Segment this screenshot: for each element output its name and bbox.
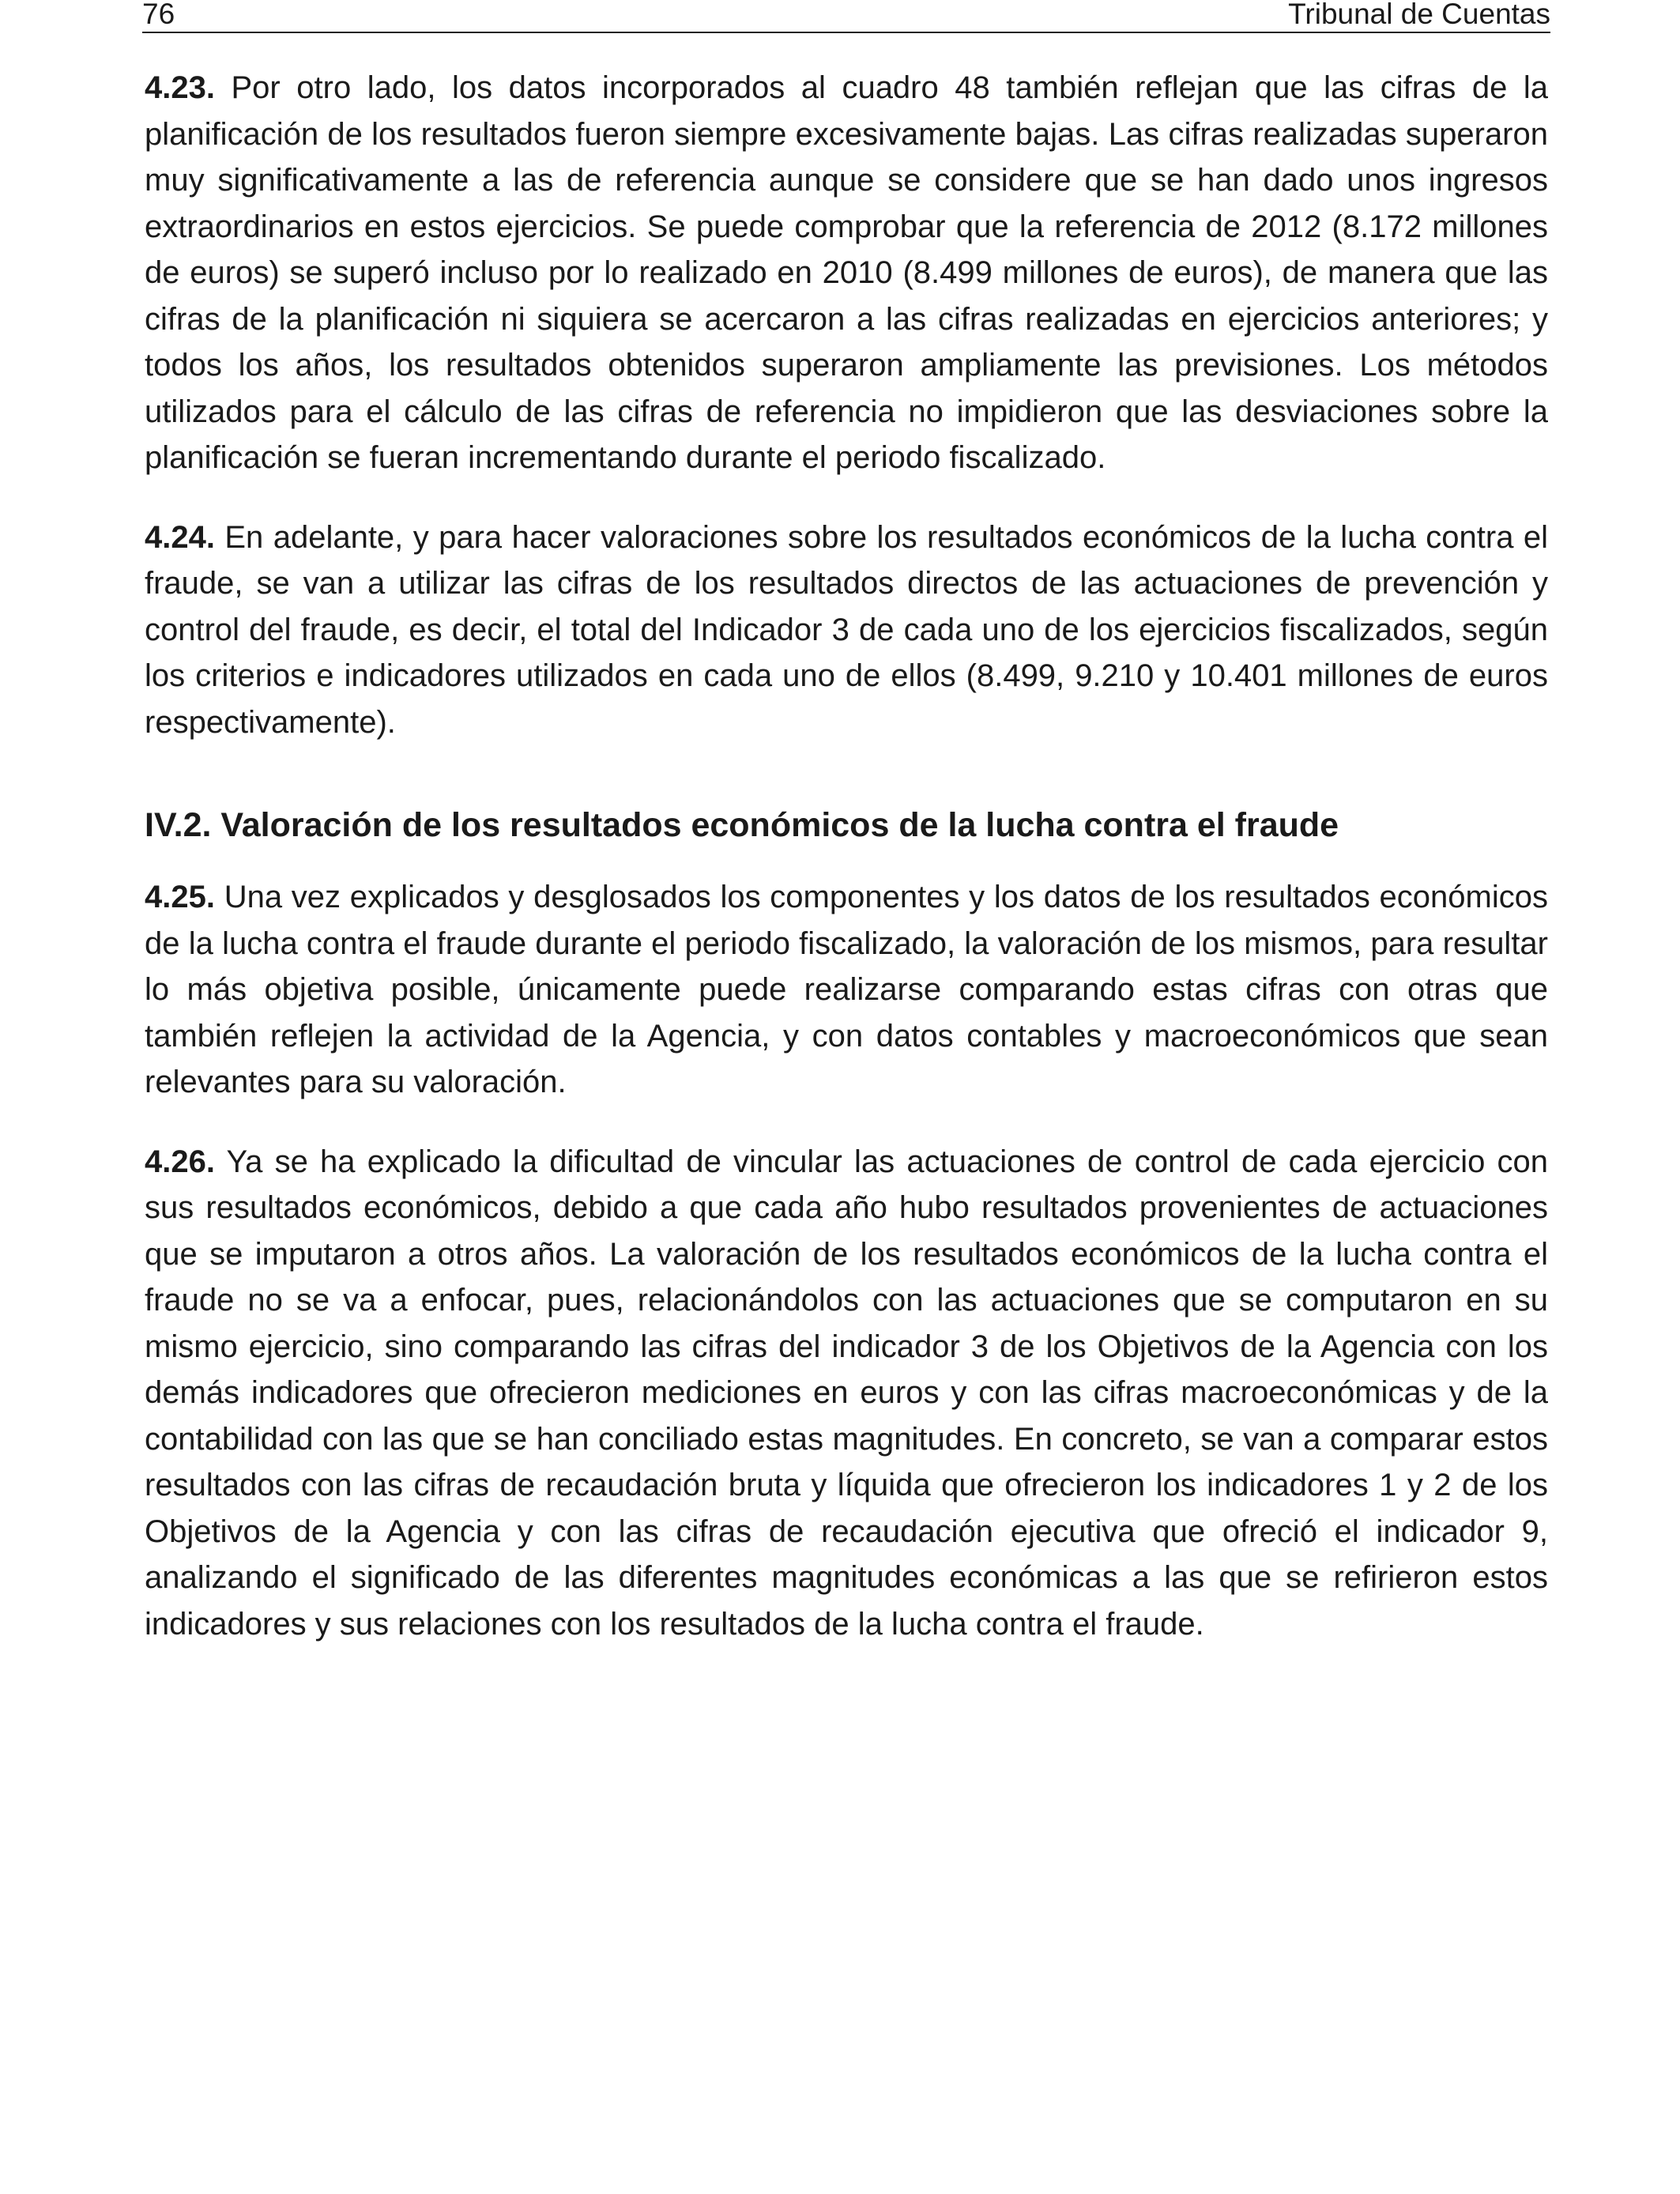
paragraph-number: 4.23.	[145, 70, 215, 105]
paragraph-text: Una vez explicados y desglosados los componentes y los datos de los resultados económicos de la lucha contra el fraude durante el periodo fiscalizado, la valoración de los mismos, para resultar lo más objetiva posible, únicamente puede realizarse comparando estas cifras con otras que también reflejen la actividad de la Agencia, y con datos contables y macroeconómicos que sean relevantes para su valoración.	[145, 880, 1548, 1099]
paragraph-number: 4.25.	[145, 880, 215, 914]
paragraph-text: Por otro lado, los datos incorporados al cuadro 48 también reflejan que las cifras de la planificación de los resultados fueron siempre excesivamente bajas. Las cifras realizadas superaron muy significativamente a las de referencia aunque se considere que se han dado unos ingresos extraordinarios en estos ejercicios. Se puede comprobar que la referencia de 2012 (8.172 millones de euros) se superó incluso por lo realizado en 2010 (8.499 millones de euros), de manera que las cifras de la planificación ni siquiera se acercaron a las cifras realizadas en ejercicios anteriores; y todos los años, los resultados obtenidos superaron ampliamente las previsiones. Los métodos utilizados para el cálculo de las cifras de referencia no impidieron que las desviaciones sobre la planificación se fueran incrementando durante el periodo fiscalizado.	[145, 70, 1548, 475]
document-body	[145, 65, 1548, 1647]
page-header	[142, 0, 1550, 33]
paragraph-4-24	[145, 515, 1548, 746]
paragraph-text: En adelante, y para hacer valoraciones sobre los resultados económicos de la lucha contra el fraude, se van a utilizar las cifras de los resultados directos de las actuaciones de prevención y control del fraude, es decir, el total del Indicador 3 de cada uno de los ejercicios fiscalizados, según los criterios e indicadores utilizados en cada uno de ellos (8.499, 9.210 y 10.401 millones de euros respectivamente).	[145, 519, 1548, 740]
paragraph-4-25	[145, 874, 1548, 1106]
section-heading: IV.2. Valoración de los resultados económicos de la lucha contra el fraude	[145, 806, 1339, 844]
page-number: 76	[142, 0, 175, 30]
paragraph-4-26	[145, 1139, 1548, 1648]
paragraph-4-23	[145, 65, 1548, 481]
paragraph-number: 4.26.	[145, 1144, 215, 1179]
running-title: Tribunal de Cuentas	[1288, 0, 1550, 30]
paragraph-text: Ya se ha explicado la dificultad de vincular las actuaciones de control de cada ejercicio con sus resultados económicos, debido a que cada año hubo resultados provenientes de actuaciones que se imputaron a otros años. La valoración de los resultados económicos de la lucha contra el fraude no se va a enfocar, pues, relacionándolos con las actuaciones que se computaron en su mismo ejercicio, sino comparando las cifras del indicador 3 de los Objetivos de la Agencia con los demás indicadores que ofrecieron mediciones en euros y con las cifras macroeconómicas y de la contabilidad con las que se han conciliado estas magnitudes. En concreto, se van a comparar estos resultados con las cifras de recaudación bruta y líquida que ofrecieron los indicadores 1 y 2 de los Objetivos de la Agencia y con las cifras de recaudación ejecutiva que ofreció el indicador 9, analizando el significado de las diferentes magnitudes económicas a las que se refirieron estos indicadores y sus relaciones con los resultados de la lucha contra el fraude.	[145, 1144, 1549, 1642]
paragraph-number: 4.24.	[145, 519, 215, 555]
